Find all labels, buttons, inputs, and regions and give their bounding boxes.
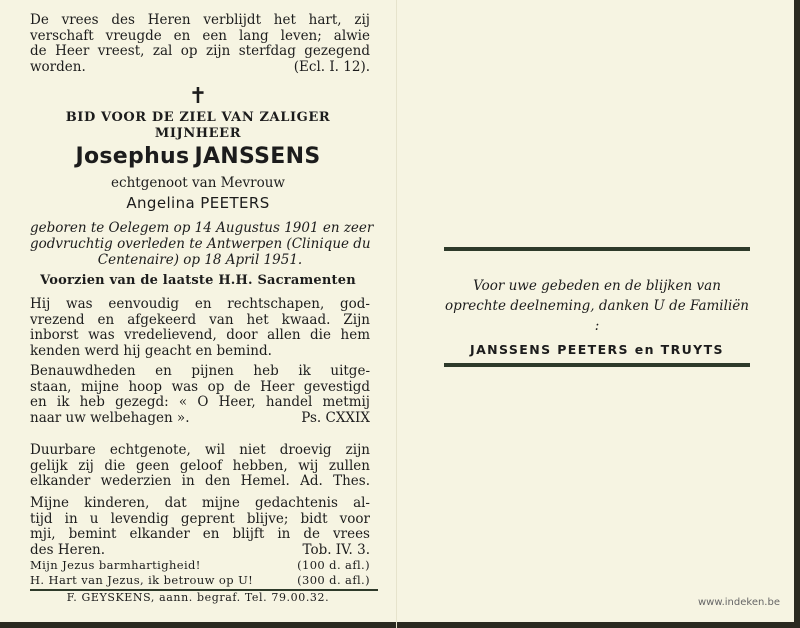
quote-reference: (Ecl. I. 12).: [293, 58, 370, 75]
indulgences: [30, 558, 370, 588]
top-rule: [444, 247, 750, 251]
spouse-relation: echtgenoot van Mevrouw: [111, 175, 285, 191]
quote-line: worden.: [30, 58, 86, 75]
spouse-name: [0, 194, 396, 212]
indulgence-days: (100 d. afl.): [297, 558, 370, 572]
info-line: geboren te Oelegem op 14 Augustus 1901 en zeer: [30, 220, 374, 236]
indulgence-prayer: H. Hart van Jezus, ik betrouw op U!: [30, 573, 254, 587]
text-line: en ik heb gezegd: « O Heer, handel metmij: [30, 394, 370, 410]
text-line: des Heren.: [30, 541, 106, 558]
text-line: Mijne kinderen, dat mijne gedachtenis al-: [30, 495, 370, 511]
text-line: Benauwdheden en pijnen heb ik uitge-: [30, 363, 370, 379]
psalm-reference: Ps. CXXIX: [301, 409, 370, 426]
website-watermark: www.indeken.be: [697, 597, 780, 608]
indulgence-row: [30, 558, 370, 573]
text-line: staan, mijne hoop was op de Heer gevestigd: [30, 378, 370, 395]
quote-line: de Heer vreest, zal op zijn sterfdag gezegend: [30, 43, 370, 59]
thanks-line: oprechte deelneming, danken U de Familiën :: [445, 298, 749, 334]
tobit-reference: Tob. IV. 3.: [302, 541, 370, 558]
last-name: JANSSENS: [194, 144, 321, 169]
text-line: kenden werd hij geacht en bemind.: [30, 342, 272, 359]
family-names: JANSSENS PEETERS en TRUYTS: [470, 342, 724, 357]
fold-line: [396, 0, 397, 628]
prayer-heading: BID VOOR DE ZIEL VAN ZALIGER: [65, 110, 331, 125]
thanks-text: [444, 276, 750, 360]
spouse-first-name: Angelina: [126, 194, 196, 212]
sacraments-line: Voorzien van de laatste H.H. Sacramenten: [40, 273, 356, 288]
paragraph-4: [30, 496, 370, 558]
info-line: Centenaire) op 18 April 1951.: [97, 252, 303, 268]
info-line: godvruchtig overleden te Antwerpen (Clinique du: [30, 236, 371, 252]
birth-death-info: [30, 220, 374, 268]
paragraph-2: [30, 364, 370, 426]
text-line: elkander wederzien in den Hemel. Ad. Thes.: [30, 473, 370, 489]
quote-line: verschaft vreugde en een lang leven; alwie: [30, 27, 370, 44]
cross-icon: ✝: [188, 84, 208, 109]
indulgence-prayer: Mijn Jezus barmhartigheid!: [30, 558, 201, 572]
quote-line: De vrees des Heren verblijdt het hart, zij: [30, 12, 370, 28]
text-line: tijd in u levendig geprent blijve; bidt voor: [30, 510, 370, 527]
first-name: Josephus: [75, 144, 190, 169]
spouse-last-name: PEETERS: [200, 194, 270, 212]
bottom-rule: [444, 363, 750, 367]
opening-quote: [30, 13, 370, 75]
text-line: naar uw welbehagen ».: [30, 409, 190, 426]
indulgence-row: [30, 573, 370, 588]
text-line: vrezend en afgekeerd van het kwaad. Zijn: [30, 311, 370, 328]
printer-credit: F. GEYSKENS, aann. begraf. Tel. 79.00.32.: [66, 591, 330, 604]
text-line: Hij was eenvoudig en rechtschapen, god-: [30, 296, 370, 312]
thanks-line: Voor uwe gebeden en de blijken van: [473, 278, 721, 294]
deceased-name: [0, 144, 396, 169]
indulgence-days: (300 d. afl.): [297, 573, 370, 587]
text-line: Duurbare echtgenote, wil niet droevig zijn: [30, 442, 370, 458]
paragraph-1: [30, 297, 370, 359]
prayer-heading-2: MIJNHEER: [154, 126, 242, 141]
paragraph-3: [30, 443, 370, 490]
text-line: inborst was vredelievend, door allen die hem: [30, 327, 370, 343]
text-line: mji, bemint elkander en blijft in de vrees: [30, 526, 370, 542]
text-line: gelijk zij die geen geloof hebben, wij zullen: [30, 457, 370, 474]
